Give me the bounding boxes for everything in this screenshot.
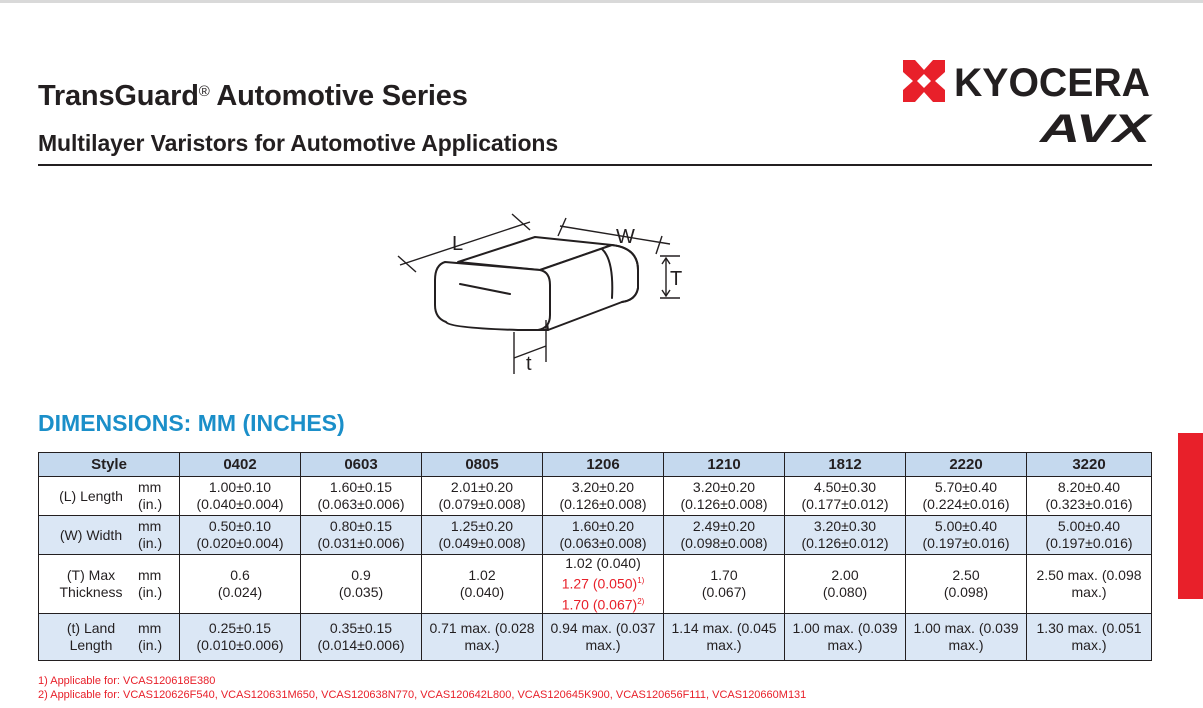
table-cell: 1.25±0.20 (0.049±0.008) bbox=[422, 516, 543, 555]
footnote-1: 1) Applicable for: VCAS120618E380 bbox=[38, 675, 216, 687]
header-cell: 1206 bbox=[543, 453, 664, 477]
header-cell: 1210 bbox=[664, 453, 785, 477]
header-cell: Style bbox=[39, 453, 180, 477]
header-cell: 0402 bbox=[180, 453, 301, 477]
table-cell: 4.50±0.30 (0.177±0.012) bbox=[785, 477, 906, 516]
table-cell: 1.60±0.20 (0.063±0.008) bbox=[543, 516, 664, 555]
table-cell: 3.20±0.20 (0.126±0.008) bbox=[543, 477, 664, 516]
row-label: (t) Land Length mm (in.) bbox=[39, 614, 180, 661]
table-cell: 5.00±0.40 (0.197±0.016) bbox=[1027, 516, 1152, 555]
kyocera-avx-logo bbox=[900, 52, 1155, 148]
table-cell: 2.00 (0.080) bbox=[785, 555, 906, 614]
table-cell: 0.25±0.15 (0.010±0.006) bbox=[180, 614, 301, 661]
thickness-label: T bbox=[670, 268, 683, 290]
table-cell: 0.71 max. (0.028 max.) bbox=[422, 614, 543, 661]
width-label: W bbox=[616, 226, 635, 248]
table-row-width bbox=[39, 516, 1152, 555]
kyocera-wordmark: KYOCERA bbox=[954, 61, 1150, 105]
header-rule bbox=[38, 164, 1152, 166]
table-cell: 2.50 max. (0.098 max.) bbox=[1027, 555, 1152, 614]
registered-mark: ® bbox=[198, 83, 210, 100]
header-cell: 0603 bbox=[301, 453, 422, 477]
table-row-thickness bbox=[39, 555, 1152, 614]
footnote-2: 2) Applicable for: VCAS120626F540, VCAS120631M650, VCAS120638N770, VCAS120642L800, VCAS120645K900, VCAS120656F111, VCAS120660M131 bbox=[38, 689, 807, 701]
header-cell: 0805 bbox=[422, 453, 543, 477]
table-cell: 8.20±0.40 (0.323±0.016) bbox=[1027, 477, 1152, 516]
table-cell: 0.94 max. (0.037 max.) bbox=[543, 614, 664, 661]
table-cell: 0.9 (0.035) bbox=[301, 555, 422, 614]
top-border bbox=[0, 0, 1203, 3]
table-cell: 2.49±0.20 (0.098±0.008) bbox=[664, 516, 785, 555]
table-cell: 1.30 max. (0.051 max.) bbox=[1027, 614, 1152, 661]
table-cell: 0.35±0.15 (0.014±0.006) bbox=[301, 614, 422, 661]
side-tab bbox=[1178, 433, 1203, 599]
table-cell: 1.60±0.15 (0.063±0.006) bbox=[301, 477, 422, 516]
table-cell: 1.02 (0.040) 1.27 $(0.050)^{1)}$ 1.70 $(0.067)^{2)}$ bbox=[543, 555, 664, 614]
table-cell: 1.00±0.10 (0.040±0.004) bbox=[180, 477, 301, 516]
row-label: (W) Width mm (in.) bbox=[39, 516, 180, 555]
table-cell: 0.50±0.10 (0.020±0.004) bbox=[180, 516, 301, 555]
kyocera-mark-icon bbox=[903, 60, 945, 102]
page-title: TransGuard® Automotive Series bbox=[38, 80, 468, 112]
avx-wordmark: AVX bbox=[1038, 107, 1154, 148]
table-cell: 3.20±0.30 (0.126±0.012) bbox=[785, 516, 906, 555]
table-cell: 1.14 max. (0.045 max.) bbox=[664, 614, 785, 661]
table-cell: 1.70 (0.067) bbox=[664, 555, 785, 614]
table-cell: 5.70±0.40 (0.224±0.016) bbox=[906, 477, 1027, 516]
header-cell: 1812 bbox=[785, 453, 906, 477]
row-label: (T) Max Thickness mm (in.) bbox=[39, 555, 180, 614]
table-cell: 2.01±0.20 (0.079±0.008) bbox=[422, 477, 543, 516]
table-cell: 2.50 (0.098) bbox=[906, 555, 1027, 614]
table-row-land-length bbox=[39, 614, 1152, 661]
page-subtitle: Multilayer Varistors for Automotive Applications bbox=[38, 130, 559, 156]
dimensions-table bbox=[38, 452, 1152, 661]
header-cell: 2220 bbox=[906, 453, 1027, 477]
table-row-length bbox=[39, 477, 1152, 516]
row-label: (L) Length mm (in.) bbox=[39, 477, 180, 516]
table-cell: 0.6 (0.024) bbox=[180, 555, 301, 614]
land-length-label: t bbox=[526, 353, 532, 375]
table-cell: 3.20±0.20 (0.126±0.008) bbox=[664, 477, 785, 516]
table-cell: 1.00 max. (0.039 max.) bbox=[785, 614, 906, 661]
length-label: L bbox=[452, 233, 464, 255]
table-cell: 1.00 max. (0.039 max.) bbox=[906, 614, 1027, 661]
chip-dimension-diagram bbox=[390, 210, 700, 380]
table-cell: 0.80±0.15 (0.031±0.006) bbox=[301, 516, 422, 555]
table-header-row bbox=[39, 453, 1152, 477]
table-cell: 5.00±0.40 (0.197±0.016) bbox=[906, 516, 1027, 555]
header-cell: 3220 bbox=[1027, 453, 1152, 477]
section-title: DIMENSIONS: MM (INCHES) bbox=[38, 410, 345, 436]
table-cell: 1.02 (0.040) bbox=[422, 555, 543, 614]
